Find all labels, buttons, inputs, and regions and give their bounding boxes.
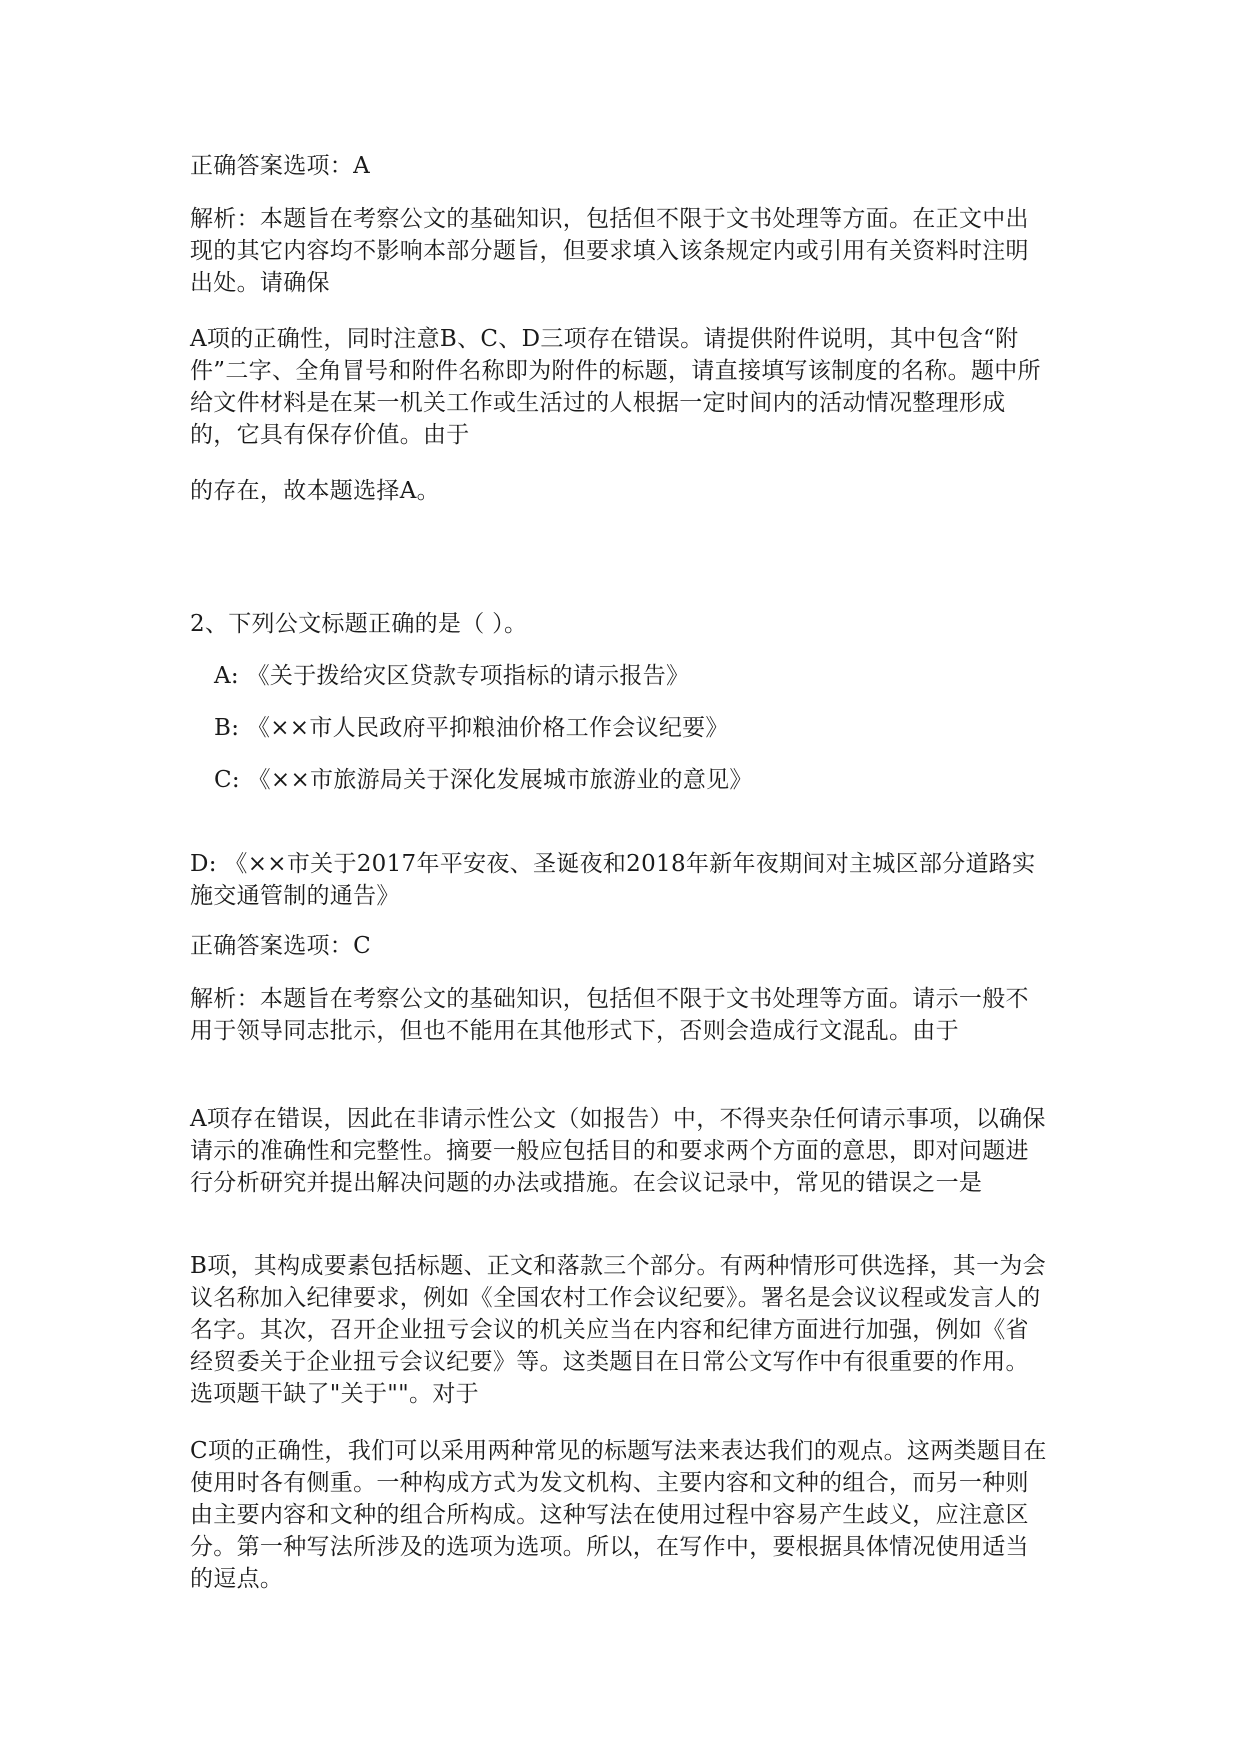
option-label: A: (214, 663, 239, 689)
option-a (214, 660, 1050, 692)
analysis-paragraph: 解析：本题旨在考察公文的基础知识，包括但不限于文书处理等方面。请示一般不用于领导同志批示，但也不能用在其他形式下，否则会造成行文混乱。由于 (190, 986, 1029, 1044)
analysis-paragraph: A项存在错误，因此在非请示性公文（如报告）中，不得夹杂任何请示事项，以确保请示的准确性和完整性。摘要一般应包括目的和要求两个方面的意思，即对问题进行分析研究并提出解决问题的办法或措施。在会议记录中，常见的错误之一是 (190, 1106, 1046, 1196)
option-b (214, 712, 1050, 744)
option-c (214, 764, 1050, 796)
question-stem: 2、下列公文标题正确的是（ ）。 (190, 611, 528, 637)
analysis-paragraph: B项，其构成要素包括标题、正文和落款三个部分。有两种情形可供选择，其一为会议名称加入纪律要求，例如《全国农村工作会议纪要》。署名是会议议程或发言人的名字。其次，召开企业扭亏会议的机关应当在内容和纪律方面进行加强，例如《省经贸委关于企业扭亏会议纪要》等。这类题目在日常公文写作中有很重要的作用。选项题干缺了"关于""。对于 (190, 1253, 1047, 1407)
analysis-paragraph: 解析：本题旨在考察公文的基础知识，包括但不限于文书处理等方面。在正文中出现的其它内容均不影响本部分题旨，但要求填入该条规定内或引用有关资料时注明出处。请确保 (190, 206, 1029, 296)
analysis-paragraph: A项的正确性，同时注意B、C、D三项存在错误。请提供附件说明，其中包含“附件”二字、全角冒号和附件名称即为附件的标题，请直接填写该制度的名称。题中所给文件材料是在某一机关工作或生活过的人根据一定时间内的活动情况整理形成的，它具有保存价值。由于 (190, 326, 1041, 448)
answer-line-1: 正确答案选项：A (190, 153, 371, 179)
option-d: D: 《××市关于2017年平安夜、圣诞夜和2018年新年夜期间对主城区部分道路实施交通管制的通告》 (190, 851, 1036, 909)
option-label: B: (214, 715, 240, 741)
option-label: C: (214, 767, 240, 793)
analysis-paragraph: C项的正确性，我们可以采用两种常见的标题写法来表达我们的观点。这两类题目在使用时各有侧重。一种构成方式为发文机构、主要内容和文种的组合，而另一种则由主要内容和文种的组合所构成。这种写法在使用过程中容易产生歧义，应注意区分。第一种写法所涉及的选项为选项。所以，在写作中，要根据具体情况使用适当的逗点。 (190, 1438, 1047, 1592)
option-text: 《××市旅游局关于深化发展城市旅游业的意见》 (247, 767, 753, 793)
option-text: 《关于拨给灾区贷款专项指标的请示报告》 (246, 663, 690, 689)
answer-line-2: 正确答案选项：C (190, 933, 371, 959)
option-text: 《××市人民政府平抑粮油价格工作会议纪要》 (246, 715, 729, 741)
analysis-paragraph: 的存在，故本题选择A。 (190, 478, 440, 504)
